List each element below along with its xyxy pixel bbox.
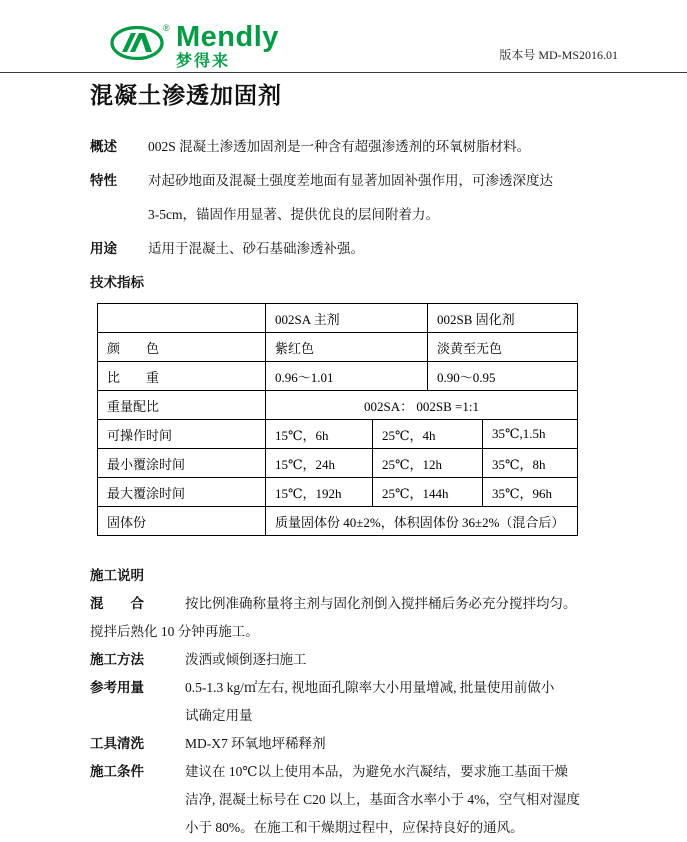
table-cell: 最小覆涂时间 <box>98 449 266 478</box>
brand-logo-icon <box>110 20 172 64</box>
table-cell: 0.96～1.01 <box>266 362 428 391</box>
overview-text <box>148 130 643 164</box>
features-text <box>148 164 643 232</box>
construction-heading: 施工说明 <box>90 568 144 583</box>
document-body <box>90 80 643 842</box>
cleaning-line: MD-X7 环氧地坪稀释剂 <box>185 736 326 751</box>
table-row-ratio <box>98 391 578 420</box>
table-cell: 002SA： 002SB =1:1 <box>266 391 578 420</box>
page-title: 混凝土渗透加固剂 <box>90 82 282 108</box>
table-row-worktime <box>98 420 578 449</box>
method-label: 施工方法 <box>90 652 144 667</box>
overview-line: 002S 混凝土渗透加固剂是一种含有超强渗透剂的环氧树脂材料。 <box>148 139 531 154</box>
dosage-line: 试确定用量 <box>185 708 253 723</box>
conditions-line: 建议在 10℃以上使用本品，为避免水汽凝结，要求施工基面干燥 <box>185 764 568 779</box>
cleaning-label: 工具清洗 <box>90 736 144 751</box>
construction-block <box>90 562 643 842</box>
table-cell: 固体份 <box>98 507 266 536</box>
brand-text <box>176 23 279 71</box>
table-cell: 002SB 固化剂 <box>428 304 578 333</box>
table-cell: 15℃，24h <box>266 449 373 478</box>
table-cell: 25℃，144h <box>373 478 483 507</box>
table-row-header <box>98 304 578 333</box>
table-cell: 重量配比 <box>98 391 266 420</box>
section-method <box>90 646 643 674</box>
brand-logo <box>110 20 279 71</box>
dosage-line: 0.5-1.3 kg/㎡左右, 视地面孔隙率大小用量增减, 批量使用前做小 <box>185 680 555 695</box>
conditions-label: 施工条件 <box>90 764 144 779</box>
section-dosage <box>90 674 643 730</box>
header-divider <box>0 72 687 73</box>
dosage-text <box>185 674 643 730</box>
dosage-label: 参考用量 <box>90 680 144 695</box>
section-mixing <box>90 590 643 618</box>
registered-mark: ® <box>163 23 170 33</box>
table-cell: 0.90～0.95 <box>428 362 578 391</box>
features-line: 3-5cm，锚固作用显著、提供优良的层间附着力。 <box>148 207 439 222</box>
brand-name-cn: 梦得来 <box>176 53 231 70</box>
table-row-color <box>98 333 578 362</box>
brand-name: Mendly <box>176 21 279 53</box>
table-cell: 比 重 <box>98 362 266 391</box>
table-cell: 15℃，192h <box>266 478 373 507</box>
usage-label: 用途 <box>90 241 117 256</box>
table-cell: 紫红色 <box>266 333 428 362</box>
conditions-line: 洁净, 混凝土标号在 C20 以上，基面含水率小于 4%，空气相对湿度 <box>185 792 580 807</box>
table-row-solids <box>98 507 578 536</box>
table-cell: 25℃，12h <box>373 449 483 478</box>
table-cell: 颜 色 <box>98 333 266 362</box>
section-conditions <box>90 758 643 842</box>
method-line: 泼洒或倾倒逐扫施工 <box>185 652 307 667</box>
table-cell: 15℃，6h <box>266 420 373 449</box>
usage-text <box>148 232 643 266</box>
overview-label: 概述 <box>90 139 117 154</box>
cleaning-text <box>185 730 643 758</box>
table-cell: 淡黄至无色 <box>428 333 578 362</box>
section-usage <box>90 232 643 266</box>
mixing-line1: 按比例准确称量将主剂与固化剂倒入搅拌桶后务必充分搅拌均匀。 <box>185 596 577 611</box>
features-line: 对起砂地面及混凝土强度差地面有显著加固补强作用，可渗透深度达 <box>148 173 553 188</box>
table-cell <box>98 304 266 333</box>
usage-line: 适用于混凝土、砂石基础渗透补强。 <box>148 241 364 256</box>
features-label: 特性 <box>90 173 117 188</box>
table-cell: 35℃，96h <box>483 478 578 507</box>
table-row-max-recoat <box>98 478 578 507</box>
section-features <box>90 164 643 232</box>
mixing-line2: 搅拌后熟化 10 分钟再施工。 <box>90 624 259 639</box>
conditions-line: 小于 80%。在施工和干燥期过程中，应保持良好的通风。 <box>185 820 524 835</box>
table-cell: 35℃，8h <box>483 449 578 478</box>
section-cleaning <box>90 730 643 758</box>
tech-heading: 技术指标 <box>90 275 144 290</box>
table-cell: 可操作时间 <box>98 420 266 449</box>
tech-table <box>97 303 578 536</box>
table-row-gravity <box>98 362 578 391</box>
conditions-text <box>185 758 643 842</box>
mixing-label: 混 合 <box>90 596 144 611</box>
table-cell: 35℃,1.5h <box>483 420 578 449</box>
table-cell: 002SA 主剂 <box>266 304 428 333</box>
table-cell: 质量固体份 40±2%，体积固体份 36±2%（混合后） <box>266 507 578 536</box>
method-text <box>185 646 643 674</box>
table-cell: 25℃，4h <box>373 420 483 449</box>
intro-block <box>90 130 643 300</box>
table-row-min-recoat <box>98 449 578 478</box>
version-label: 版本号 MD-MS2016.01 <box>499 48 618 62</box>
section-overview <box>90 130 643 164</box>
table-cell: 最大覆涂时间 <box>98 478 266 507</box>
